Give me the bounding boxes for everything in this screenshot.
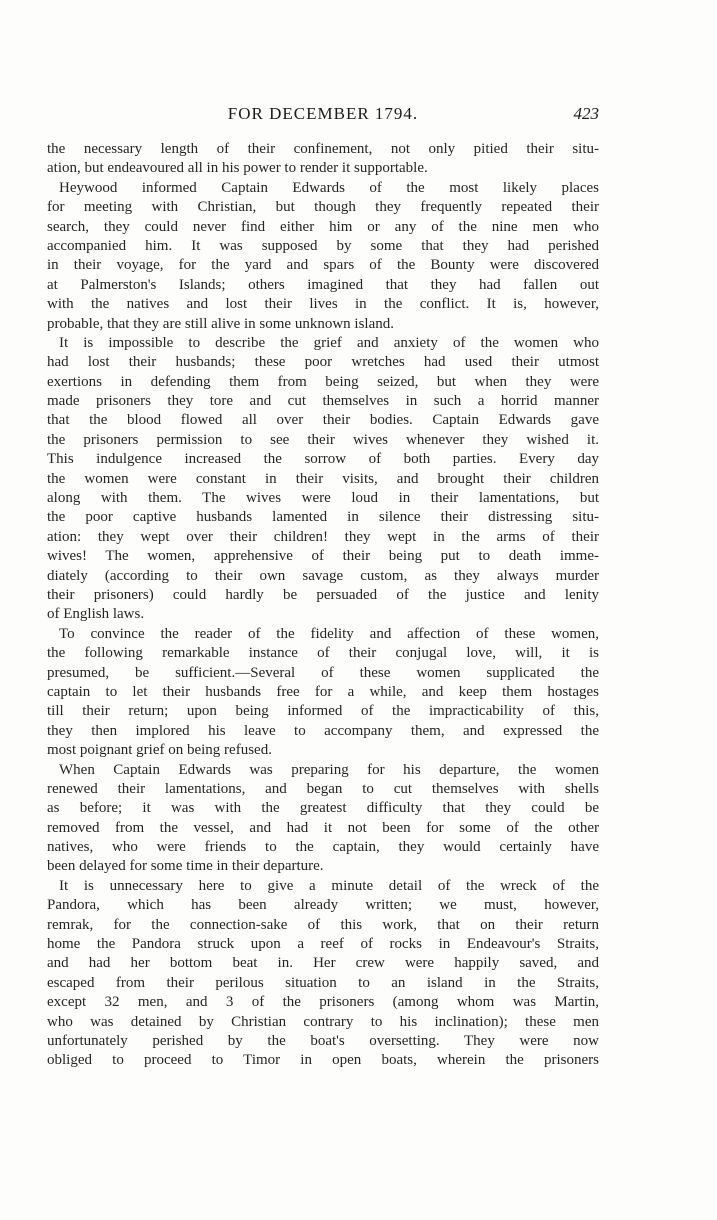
text-line: exertions in defending them from being seized, but when they were (47, 373, 599, 390)
text-line: most poignant grief on being refused. (47, 742, 272, 759)
text-line: renewed their lamentations, and began to cut themselves with shells (47, 780, 599, 797)
text-line: captain to let their husbands free for a while, and keep them hostages (47, 683, 599, 700)
text-line: except 32 men, and 3 of the prisoners (among whom was Martin, (47, 994, 599, 1011)
text-line: It is impossible to describe the grief and anxiety of the women who (59, 334, 599, 351)
text-line: When Captain Edwards was preparing for his departure, the women (59, 761, 599, 778)
text-line: It is unnecessary here to give a minute detail of the wreck of the (59, 877, 599, 894)
text-line: the poor captive husbands lamented in silence their distressing situ- (47, 509, 599, 526)
text-line: presumed, be sufficient.—Several of these women supplicated the (47, 664, 599, 681)
text-line: the following remarkable instance of their conjugal love, will, it is (47, 645, 599, 662)
text-line: This indulgence increased the sorrow of both parties. Every day (47, 451, 599, 468)
text-line: of English laws. (47, 606, 145, 623)
text-line: diately (according to their own savage custom, as they always murder (47, 567, 599, 584)
text-line: home the Pandora struck upon a reef of rocks in Endeavour's Straits, (47, 936, 599, 953)
text-line: had lost their husbands; these poor wretches had used their utmost (47, 354, 599, 371)
text-line: with the natives and lost their lives in the conflict. It is, however, (47, 296, 599, 313)
text-line: natives, who were friends to the captain, they would certainly have (47, 839, 599, 856)
text-line: that the blood flowed all over their bodies. Captain Edwards gave (47, 412, 599, 429)
text-line: Heywood informed Captain Edwards of the most likely places (59, 179, 599, 196)
running-title: FOR DECEMBER 1794. (227, 104, 419, 123)
text-line: as before; it was with the greatest difficulty that they could be (47, 800, 599, 817)
text-line: till their return; upon being informed of the impracticability of this, (47, 703, 599, 720)
running-head (47, 100, 599, 132)
text-line: along with them. The wives were loud in their lamentations, but (47, 490, 599, 507)
text-line: Pandora, which has been already written; we must, however, (47, 897, 599, 914)
text-line: at Palmerston's Islands; others imagined that they had fallen out (47, 276, 599, 293)
text-line: ation: they wept over their children! they wept in the arms of their (47, 528, 599, 545)
text-line: who was detained by Christian contrary to his inclination); these men (47, 1013, 599, 1030)
text-line: remrak, for the connection-sake of this work, that on their return (47, 916, 599, 933)
text-line: in their voyage, for the yard and spars of the Bounty were discovered (47, 257, 599, 274)
text-line: accompanied him. It was supposed by some that they had perished (47, 237, 599, 254)
text-line: the prisoners permission to see their wives whenever they wished it. (47, 431, 599, 448)
text-line: ation, but endeavoured all in his power to render it supportable. (47, 160, 428, 177)
text-line: escaped from their perilous situation to an island in the Straits, (47, 974, 599, 991)
text-line: removed from the vessel, and had it not been for some of the other (47, 819, 599, 836)
text-line: wives! The women, apprehensive of their being put to death imme- (47, 548, 599, 565)
text-line: they then implored his leave to accompany them, and expressed the (47, 722, 599, 739)
text-line: unfortunately perished by the boat's oversetting. They were now (47, 1032, 599, 1049)
text-line: for meeting with Christian, but though they frequently repeated their (47, 199, 599, 216)
page-number: 423 (573, 104, 599, 123)
text-line: made prisoners they tore and cut themselves in such a horrid manner (47, 393, 599, 410)
text-line: their prisoners) could hardly be persuaded of the justice and lenity (47, 586, 599, 603)
body-text (47, 140, 599, 1071)
text-line: To convince the reader of the fidelity and affection of these women, (59, 625, 599, 642)
text-line: probable, that they are still alive in some unknown island. (47, 315, 395, 332)
text-line: obliged to proceed to Timor in open boats, wherein the prisoners (47, 1052, 599, 1069)
text-line: the women were constant in their visits, and brought their children (47, 470, 599, 487)
text-line: and had her bottom beat in. Her crew were happily saved, and (47, 955, 599, 972)
text-line: the necessary length of their confinement, not only pitied their situ- (47, 141, 599, 157)
text-line: search, they could never find either him or any of the nine men who (47, 218, 599, 235)
text-line: been delayed for some time in their departure. (47, 858, 324, 875)
